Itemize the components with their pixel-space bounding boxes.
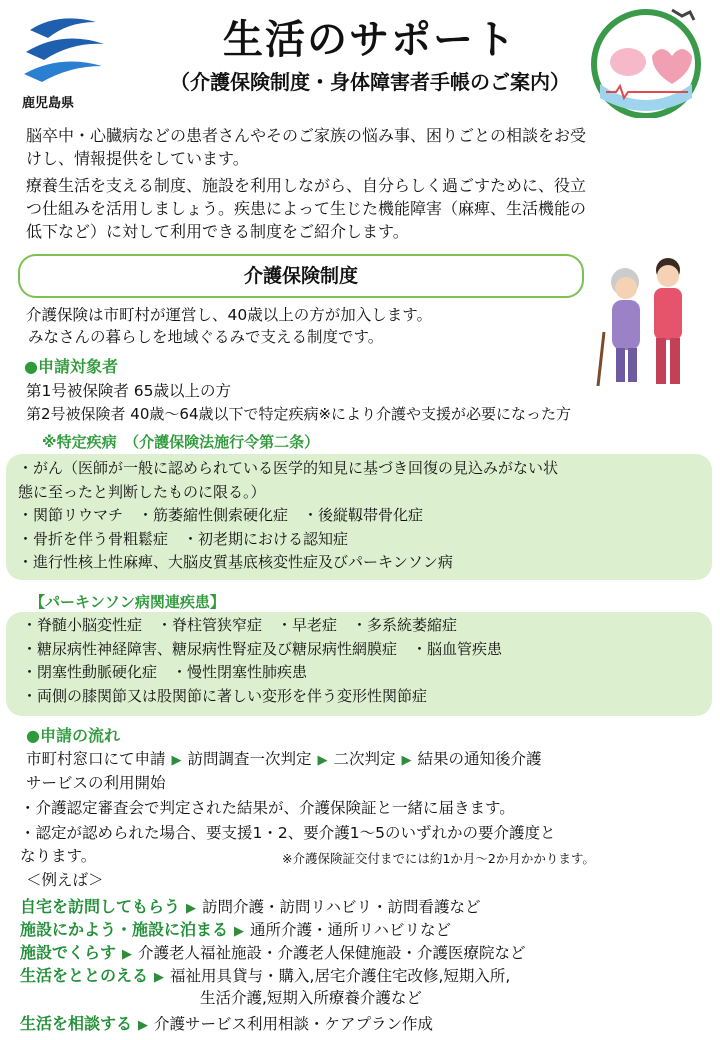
intro-paragraph-2 [26,174,586,243]
service-text-continued: 生活介護,短期入所療養介護など [200,989,422,1007]
service-arrow-icon: ▶ [234,924,245,939]
list-item: ・進行性核上性麻痺、大脳皮質基底核変性症及びパーキンソン病 [18,553,453,571]
service-text: 通所介護・通所リハビリなど [250,921,452,939]
flow-steps [26,748,542,772]
flow-step: 二次判定 [333,750,396,768]
list-item: ・関節リウマチ ・筋萎縮性側索硬化症 ・後縦靱帯骨化症 [18,506,424,524]
service-text: 介護老人福祉施設・介護老人保健施設・介護医療院など [138,944,526,962]
text-line: 脳卒中・心臓病などの患者さんやそのご家族の悩み事、困りごとの相談をお受 [26,126,587,145]
flow-note-2: ・認定が認められた場合、要支援1・2、要介護1～5のいずれかの要介護度と [20,824,556,842]
eligibility-line-2: 第2号被保険者 40歳～64歳以下で特定疾病※により介護や支援が必要になった方 [26,405,572,423]
section-title: 介護保険制度 [243,265,358,287]
flow-note-2-cont: なります。 [20,847,97,865]
service-text: 介護サービス利用相談・ケアプラン作成 [154,1015,434,1033]
caregiver-elderly-illustration-icon [590,246,710,396]
list-item: ・脊髄小脳変性症 ・脊柱管狭窄症 ・早老症 ・多系統萎縮症 [22,616,458,634]
service-arrow-icon: ▶ [154,970,165,985]
service-label: 生活を相談する [20,1014,133,1033]
text-line: 療養生活を支える制度、施設を利用しながら、自分らしく過ごすために、役立 [26,176,587,195]
eligibility-heading: ●申請対象者 [24,357,118,376]
flow-note-1: ・介護認定審査会で判定された結果が、介護保険証と一緒に届きます。 [20,799,515,817]
flow-arrow-icon: ▶ [401,753,412,768]
service-label: 生活をととのえる [20,966,149,985]
section-description [26,304,432,348]
eligibility-line-1: 第1号被保険者 65歳以上の方 [26,382,232,400]
flow-steps-continued: サービスの利用開始 [26,774,166,792]
list-item: ・がん（医師が一般に認められている医学的知見に基づき回復の見込みがない状 [18,459,559,477]
text-line: 介護保険は市町村が運営し、40歳以上の方が加入します。 [26,306,432,324]
brain-heart-illustration-icon [586,6,706,118]
service-label: 施設でくらす [20,943,117,962]
service-arrow-icon: ▶ [122,947,133,962]
service-row [20,1012,433,1037]
page-subtitle: （介護保険制度・身体障害者手帳のご案内） [170,70,570,94]
flow-step: 市町村窓口にて申請 [26,750,166,768]
service-row [20,964,510,989]
list-item: ・糖尿病性神経障害、糖尿病性腎症及び糖尿病性網膜症 ・脳血管疾患 [22,639,503,658]
service-text: 福祉用具貸与・購入,居宅介護住宅改修,短期入所, [170,967,511,985]
service-arrow-icon: ▶ [186,901,197,916]
example-label: ＜例えば＞ [26,871,104,889]
specific-diseases-heading: ※特定疾病 （介護保険法施行令第二条） [42,433,320,451]
intro-paragraph-1 [26,124,586,170]
service-arrow-icon: ▶ [138,1018,149,1033]
service-row [20,941,526,966]
service-text: 訪問介護・訪問リハビリ・訪問看護など [202,898,481,916]
text-line: けし、情報提供をしています。 [26,149,249,168]
parkinson-heading: 【パーキンソン病関連疾患】 [30,593,225,611]
specific-diseases-list [18,457,558,575]
flow-small-note: ※介護保険証交付までには約1か月～2か月かかります。 [282,851,595,866]
list-item: ・骨折を伴う骨粗鬆症 ・初老期における認知症 [18,529,349,548]
flow-heading: ●申請の流れ [26,726,120,745]
page-title: 生活のサポート [223,17,517,63]
text-line: つ仕組みを活用しましょう。疾患によって生じた機能障害（麻痺、生活機能の [26,199,587,218]
text-line: 低下など）に対して利用できる制度をご紹介します。 [26,222,409,241]
list-item: 態に至ったと判断したものに限る。） [18,482,266,501]
service-label: 自宅を訪問してもらう [20,897,181,916]
flow-step: 訪問調査一次判定 [187,750,312,768]
flow-arrow-icon: ▶ [317,753,328,768]
text-line: みなさんの暮らしを地域ぐるみで支える制度です。 [28,328,384,346]
service-row [20,918,451,943]
section-title-box [18,254,584,298]
flow-arrow-icon: ▶ [171,753,182,768]
service-row [20,895,481,920]
list-item: ・閉塞性動脈硬化症 ・慢性閉塞性肺疾患 [22,663,308,681]
logo-label: 鹿児島県 [22,96,75,111]
list-item: ・両側の膝関節又は股関節に著しい変形を伴う変形性関節症 [22,686,428,705]
service-label: 施設にかよう・施設に泊まる [20,920,229,939]
parkinson-list [22,614,502,708]
flow-step: 結果の通知後介護 [417,750,542,768]
